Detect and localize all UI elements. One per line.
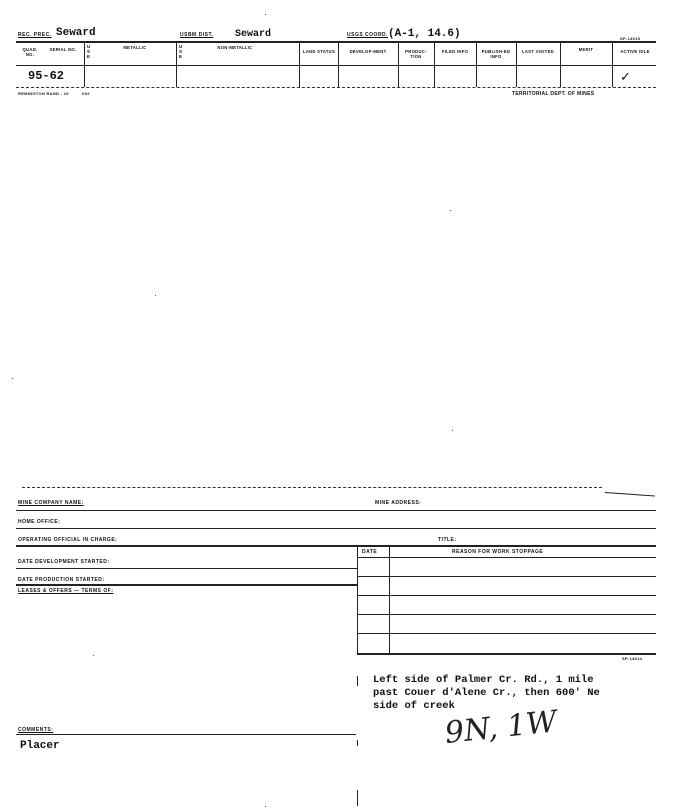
table-sep bbox=[389, 545, 390, 655]
date-production-label: DATE PRODUCTION STARTED: bbox=[18, 577, 105, 583]
merit-header: MERIT bbox=[578, 47, 594, 52]
col-sep bbox=[612, 41, 613, 87]
filed-info-header: FILED INFO bbox=[441, 49, 469, 54]
table-row-rule bbox=[357, 576, 656, 577]
col-sep bbox=[560, 41, 561, 87]
use-metallic-header: U S E bbox=[87, 44, 91, 59]
rule bbox=[16, 734, 356, 735]
form-code-top: SP-14615 bbox=[620, 36, 641, 41]
usgs-coord-label: USGS COORD. bbox=[347, 32, 389, 38]
leases-offers-label: LEASES & OFFERS — TERMS OF: bbox=[18, 588, 114, 594]
published-info-header: PUBLISH-ED INFO bbox=[481, 49, 511, 59]
location-line: Left side of Palmer Cr. Rd., 1 mile bbox=[373, 674, 594, 686]
rec-prec-value: Seward bbox=[56, 27, 96, 39]
table-sep bbox=[357, 545, 358, 655]
col-sep bbox=[434, 41, 435, 87]
non-metallic-header: NON-METALLIC bbox=[217, 45, 253, 50]
card-edge-stroke bbox=[605, 492, 655, 496]
date-header: DATE bbox=[362, 549, 378, 555]
rec-prec-label: REC. PREC. bbox=[18, 32, 52, 38]
footer-left bbox=[18, 91, 90, 96]
date-development-label: DATE DEVELOPMENT STARTED: bbox=[18, 559, 110, 565]
table-row-rule bbox=[357, 633, 656, 634]
footer-left-text: REMINGTON RAND - 10 bbox=[18, 91, 69, 96]
col-sep bbox=[299, 41, 300, 87]
table-row-rule bbox=[357, 557, 656, 558]
handwritten-township: 9N, 1W bbox=[443, 704, 559, 751]
rule bbox=[16, 510, 656, 511]
rule bbox=[16, 545, 656, 547]
use-nonmetallic-header: U S E bbox=[179, 44, 183, 59]
table-bottom-rule bbox=[357, 653, 656, 655]
col-sep bbox=[84, 41, 85, 87]
col-sep bbox=[338, 41, 339, 87]
rule bbox=[16, 584, 357, 586]
top-card-bottom-rule bbox=[16, 87, 656, 88]
footer-left-code: 002 bbox=[82, 91, 90, 96]
col-sep bbox=[516, 41, 517, 87]
mine-address-label: MINE ADDRESS: bbox=[375, 500, 422, 506]
col-sep bbox=[398, 41, 399, 87]
scan-speck bbox=[155, 295, 156, 296]
scan-speck bbox=[93, 655, 94, 656]
card-edge-rule bbox=[22, 487, 602, 488]
scan-speck bbox=[265, 806, 266, 807]
edge-tick bbox=[357, 740, 358, 746]
edge-tick bbox=[357, 790, 358, 806]
active-idle-header: ACTIVE IDLE bbox=[620, 49, 650, 54]
quad-value: 95-62 bbox=[28, 69, 65, 83]
table-row-rule bbox=[357, 595, 656, 596]
rule bbox=[16, 568, 357, 569]
rule bbox=[16, 528, 656, 529]
footer-right: TERRITORIAL DEPT. OF MINES bbox=[512, 91, 595, 97]
operating-official-label: OPERATING OFFICIAL IN CHARGE: bbox=[18, 537, 118, 543]
metallic-header: METALLIC bbox=[123, 45, 147, 50]
land-status-header: LAND STATUS bbox=[302, 49, 336, 54]
scan-speck bbox=[452, 430, 453, 431]
scan-speck bbox=[450, 210, 451, 211]
location-line: past Couer d'Alene Cr., then 600' Ne bbox=[373, 687, 600, 699]
usbm-dist-value: Seward bbox=[235, 29, 272, 40]
location-line: side of creek bbox=[373, 700, 455, 712]
quad-no-header: QUAD. NO. bbox=[22, 47, 38, 57]
table-row-rule bbox=[357, 614, 656, 615]
production-header: PRODUC-TION bbox=[405, 49, 427, 59]
serial-no-header: SERIAL NO. bbox=[49, 47, 77, 52]
title-label: TITLE: bbox=[438, 537, 457, 543]
reason-header: REASON FOR WORK STOPPAGE bbox=[452, 549, 544, 555]
development-header: DEVELOP-MENT bbox=[349, 49, 387, 54]
home-office-label: HOME OFFICE: bbox=[18, 519, 61, 525]
comments-value: Placer bbox=[20, 740, 60, 752]
location-description bbox=[373, 674, 600, 713]
form-code-bottom: SP-14614 bbox=[622, 656, 643, 661]
usgs-coord-value: (A-1, 14.6) bbox=[388, 28, 461, 40]
col-sep bbox=[176, 41, 177, 87]
col-sep bbox=[476, 41, 477, 87]
check-mark-icon: ✓ bbox=[620, 70, 631, 85]
comments-label: COMMENTS: bbox=[18, 727, 54, 733]
usbm-dist-label: USBM DIST. bbox=[180, 32, 214, 38]
scan-speck bbox=[12, 378, 13, 379]
mine-company-label: MINE COMPANY NAME: bbox=[18, 500, 84, 506]
scan-speck bbox=[265, 14, 266, 15]
last-visited-header: LAST VISITED bbox=[522, 49, 554, 54]
edge-tick bbox=[357, 676, 358, 686]
